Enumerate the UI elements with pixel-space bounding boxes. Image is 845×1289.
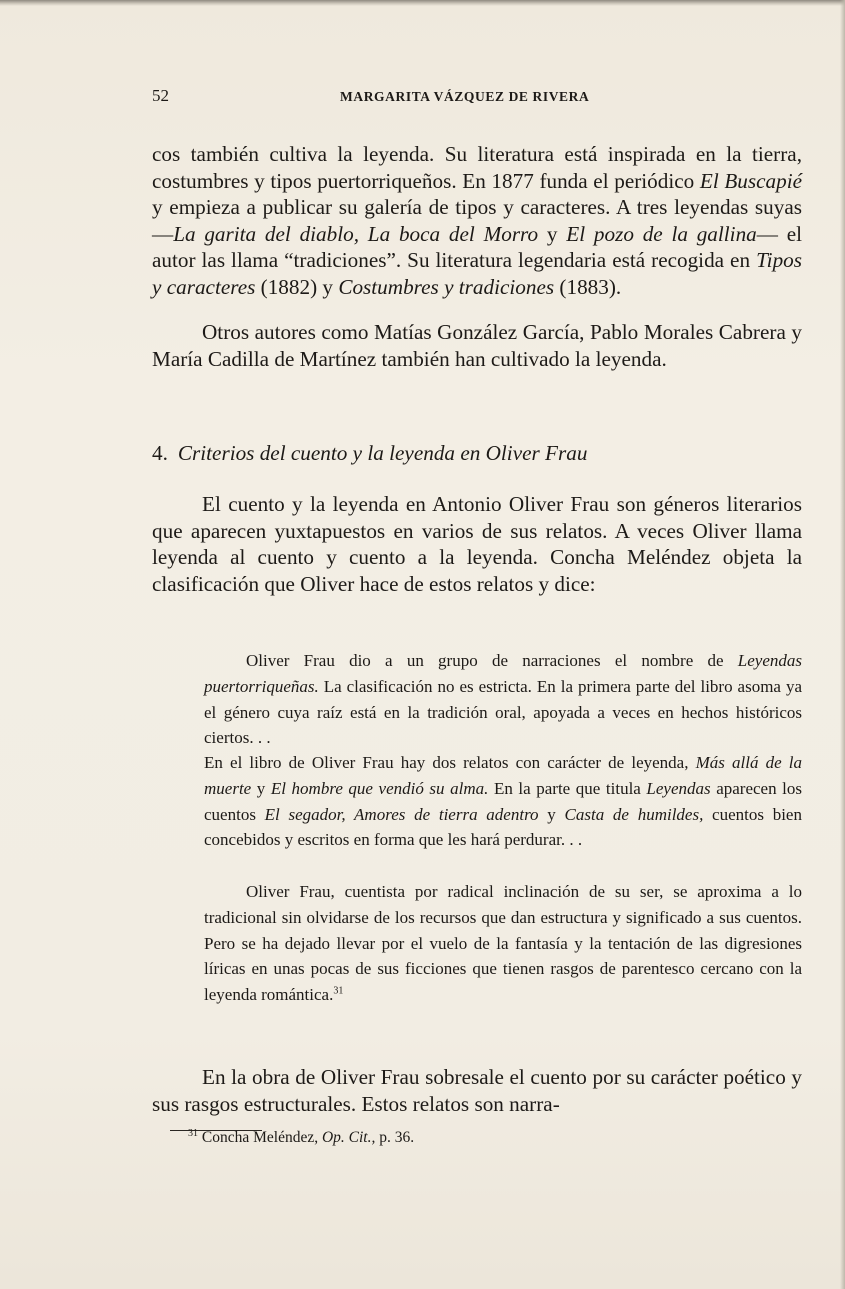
text-run: y empieza a publicar su galería de tipos y caracteres. A tres leyendas suyas — [152, 195, 802, 246]
page-header [152, 86, 802, 110]
italic-title: Costumbres y tradiciones [338, 274, 555, 299]
italic-title: El Buscapié [699, 168, 802, 193]
paragraph-1 [152, 141, 802, 300]
footnote-reference[interactable]: 31 [333, 985, 344, 997]
text-run: Oliver Frau, cuentista por radical inclinación de su ser, se aproxima a lo tradicional sin olvidarse de los recursos que dan estructura y significado a sus cuentos. Pero se ha dejado llevar por el vuelo de la fantasía y la tentación de las digresiones líricas en unas pocas de sus ficciones que tienen rasgos de parentesco cercano con la leyenda romántica. [204, 882, 802, 1005]
text-run: y [538, 804, 565, 824]
italic-title: La garita del diablo, La boca del Morro [173, 221, 539, 246]
text-run: (1883). [554, 274, 622, 299]
italic-title: Leyendas [646, 778, 711, 798]
text-run: — el autor las llama “tradiciones”. Su literatura legendaria está recogida en [152, 221, 803, 272]
paragraph-3: El cuento y la leyenda en Antonio Oliver Frau son géneros literarios que aparecen yuxtapuestos en varios de sus relatos. A veces Oliver llama leyenda al cuento y cuento a la leyenda. Concha Meléndez objeta la clasificación que Oliver hace de estos relatos y dice: [152, 492, 802, 596]
text-run: cuentos bien concebidos y escritos en forma que les hará perdurar. . . [204, 804, 802, 850]
italic-title: El pozo de la gallina [566, 221, 757, 246]
paragraph-2: Otros autores como Matías González García, Pablo Morales Cabrera y María Cadilla de Martínez también han cultivado la leyenda. [152, 320, 802, 371]
italic-title: El hombre que vendió su alma. [270, 778, 489, 798]
block-quote-paragraph-2 [204, 750, 802, 853]
text-run: Oliver Frau dio a un grupo de narraciones el nombre de [246, 651, 738, 670]
text-run: Concha Meléndez, [198, 1129, 322, 1146]
page-right-edge [840, 0, 845, 1289]
text-run: En el libro de Oliver Frau hay dos relatos con carácter de leyenda, [204, 753, 696, 772]
block-quote-paragraph-1 [204, 648, 802, 751]
text-run: y [251, 778, 271, 798]
text-run: p. 36. [375, 1129, 415, 1146]
running-head: MARGARITA VÁZQUEZ DE RIVERA [340, 89, 590, 104]
page-number: 52 [152, 86, 169, 105]
italic-title: Tipos y caracteres [152, 248, 802, 299]
footnote [188, 1128, 414, 1148]
page-top-edge [0, 0, 845, 6]
footnote-mark: 31 [188, 1127, 198, 1139]
section-title: Criterios del cuento y la leyenda en Oliver Frau [177, 441, 588, 465]
text-run: La clasificación no es estricta. En la primera parte del libro asoma ya el género cuya raíz está en la tradición oral, apoyada a veces en hechos históricos ciertos. . . [204, 676, 802, 748]
italic-title: Casta de humildes, [564, 804, 704, 824]
italic-title: El segador, Amores de tierra adentro [264, 804, 539, 824]
text-run: y [538, 221, 567, 246]
italic-title: Op. Cit., [321, 1129, 376, 1146]
text-run: En la parte que titula [488, 778, 647, 798]
italic-title: Más allá de la muerte [204, 753, 802, 798]
text-run: (1882) y [255, 274, 339, 299]
block-quote-paragraph-3 [204, 879, 802, 1008]
text-run: aparecen los cuentos [204, 778, 803, 824]
section-number: 4. [152, 441, 168, 465]
italic-title: Leyendas puertorriqueñas. [204, 651, 802, 696]
section-heading [152, 440, 802, 466]
text-run: cos también cultiva la leyenda. Su literatura está inspirada en la tierra, costumbres y tipos puertorriqueños. En 1877 funda el periódico [152, 142, 802, 193]
paragraph-4: En la obra de Oliver Frau sobresale el cuento por su carácter poético y sus rasgos estructurales. Estos relatos son narra- [152, 1065, 802, 1116]
